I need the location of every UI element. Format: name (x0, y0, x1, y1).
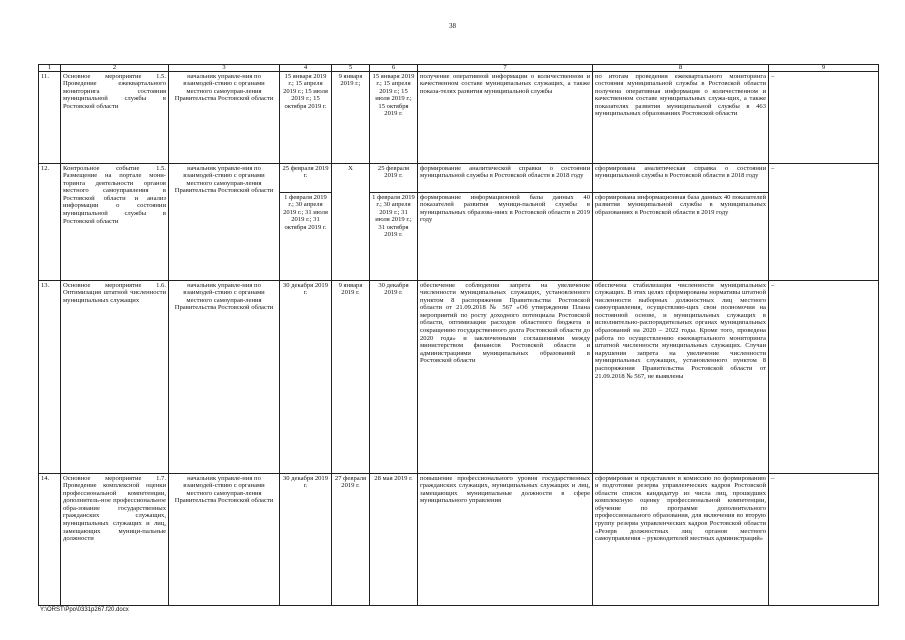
header-cell: 8 (593, 65, 769, 72)
executor: начальник управле-ния по взаимодей-ствию с органами местного самоуправ-ления Правительства Ростовской области (169, 72, 280, 164)
actual-start-date: 9 января 2019 г. (332, 281, 370, 474)
actual-end-date: 15 января 2019 г.; 15 апреля 2019 г.; 15 июля 2019 г.; 15 октября 2019 г. (370, 72, 418, 164)
actual-result: по итогам проведения ежеквартального мониторинга состояния муниципальной службы в Ростовской области получена оперативная информация о количественном и качественном составе муниципальных служа-щих, а также показателях развития муниципальной службы в 463 муниципальных образованиях Ростовской области (593, 72, 769, 164)
table-row (39, 72, 879, 164)
header-cell: 9 (769, 65, 879, 72)
header-cell: 6 (370, 65, 418, 72)
event-name: Основное мероприятие 1.7. Проведение комплексной оценки профессиональной компетенции, дополнитель-ное профессиональное обра-зование государственных гражданских служащих, муниципальных служащих и лиц, замещающих муници-пальные должности (61, 474, 169, 606)
planned-date-a: 25 февраля 2019 г. (282, 164, 329, 180)
actual-result-b: сформирована информационная база данных 40 показателей развития муниципальной службы в муниципальных образованиях в Ростовской области в 2019 году (595, 193, 766, 216)
expected-result-a: формирование аналитической справки о состоянии муниципальной службы в Ростовской области в 2018 году (420, 164, 590, 180)
planned-date: 30 декабря 2019 г. (280, 474, 332, 606)
expected-result-b: формирование информационной базы данных 40 показателей развития муници-пальной службы в муниципальных образова-ниях в Ростовской области в 2019 году (420, 193, 590, 224)
header-cell: 1 (39, 65, 61, 72)
actual-end-date-a: 25 февраля 2019 г. (377, 164, 410, 180)
actual-start-date: 27 февраля 2019 г. (332, 474, 370, 606)
table-row (39, 164, 879, 281)
expected-result: получение оперативной информации о количественном и качественном составе муниципальных служащих, а также показа-телях развития муниципальной службы (418, 72, 593, 164)
planned-date (280, 164, 332, 281)
deviation-reason: – (769, 474, 879, 606)
event-name: Контрольное событие 1.5. Размещение на портале мони-торинга деятельности органов местного самоуправления в Ростовской области и анализ информации о состоянии муниципальной службы в Ростовской области (61, 164, 169, 281)
deviation-reason: – (769, 281, 879, 474)
table-row (39, 474, 879, 606)
actual-end-date: 28 мая 2019 г. (370, 474, 418, 606)
actual-end-date: 30 декабря 2019 г. (370, 281, 418, 474)
page-number: 38 (449, 22, 456, 30)
file-path-footer: Y:\ORST\Ppo\0331p267.f20.docx (40, 607, 129, 613)
header-cell: 5 (332, 65, 370, 72)
row-number: 12. (39, 164, 61, 281)
executor: начальник управле-ния по взаимодей-ствию с органами местного самоуправ-ления Правительства Ростовской области (169, 474, 280, 606)
table-row (39, 281, 879, 474)
planned-date: 30 декабря 2019 г. (280, 281, 332, 474)
executor: начальник управле-ния по взаимодей-ствию с органами местного самоуправ-ления Правительства Ростовской области (169, 164, 280, 281)
header-cell: 7 (418, 65, 593, 72)
deviation-reason: – (769, 72, 879, 164)
actual-start-date: X (332, 164, 370, 281)
expected-result (418, 164, 593, 281)
header-row (39, 65, 879, 72)
actual-result-a: сформирована аналитическая справка о состоянии муниципальной службы в Ростовской области в 2018 году (595, 164, 766, 180)
executor: начальник управле-ния по взаимодей-ствию с органами местного самоуправ-ления Правительства Ростовской области (169, 281, 280, 474)
actual-end-date-b: 1 февраля 2019 г.; 30 апреля 2019 г.; 31 июля 2019 г.; 31 октября 2019 г. (370, 192, 417, 240)
actual-start-date: 9 января 2019 г.; (332, 72, 370, 164)
planned-date: 15 января 2019 г.; 15 апреля 2019 г.; 15 июля 2019 г.; 15 октября 2019 г. (280, 72, 332, 164)
actual-result: сформирован и представлен в комиссию по формированию и подготовке резерва управленческих кадров Ростовской области список кандидатур из числа лиц, прошедших комплексную оценку профессиональной компетенции, обучение по программе дополнительного профессионального образования, для включения во вторую группу резерва управленческих кадров Ростовской области «Резерв должностных лиц органов местного самоуправления – руководителей местных администраций» (593, 474, 769, 606)
actual-result (593, 164, 769, 281)
events-table (38, 64, 879, 606)
actual-result: обеспечена стабилизация численности муниципальных служащих. В этих целях сформированы нормативы штатной численности выборных должностных лиц местного самоуправления, осуществляю-щих свои полномочия на постоянной основе, и муниципальных служащих в исполнительно-распорядительных органах муниципальных образований на 2020 – 2022 годы. Кроме того, проведена работа по осуществлению ежеквартального мониторинга штатной численности муниципальных служащих. Случаи нарушения запрета на увеличение численности муниципальных служащих, установленного пунктом 8 распоряжения Правительства Ростовской области от 21.09.2018 № 567, не выявлены (593, 281, 769, 474)
row-number: 11. (39, 72, 61, 164)
event-name: Основное мероприятие 1.6. Оптимизация штатной численности муниципальных служащих (61, 281, 169, 474)
row-number: 14. (39, 474, 61, 606)
actual-end-date (370, 164, 418, 281)
header-cell: 2 (61, 65, 169, 72)
planned-date-b: 1 февраля 2019 г.; 30 апреля 2019 г.; 31 июля 2019 г.; 31 октября 2019 г. (280, 192, 331, 232)
row-number: 13. (39, 281, 61, 474)
header-cell: 4 (280, 65, 332, 72)
event-name: Основное мероприятие 1.5. Проведение ежеквартального мониторинга состояния муниципальной службы в Ростовской области (61, 72, 169, 164)
expected-result: повышение профессионального уровня государственных гражданских служащих, муниципальных служащих и лиц, замещающих муниципальные должности в сфере муниципального управления (418, 474, 593, 606)
header-cell: 3 (169, 65, 280, 72)
expected-result: обеспечение соблюдения запрета на увеличение численности муниципальных служащих, установленного пунктом 8 распоряжения Правительства Ростовской области от 21.09.2018 № 567 «Об утверждении Плана мероприятий по росту доходного потенциала Ростовской области, оптимизации расходов областного бюджета и сокращению государственного долга Ростовской области до 2020 года» и заключенными соглашениями между министерством финансов Ростовской области и администрациями муниципальных образований в Ростовской области (418, 281, 593, 474)
deviation-reason: – (769, 164, 879, 281)
